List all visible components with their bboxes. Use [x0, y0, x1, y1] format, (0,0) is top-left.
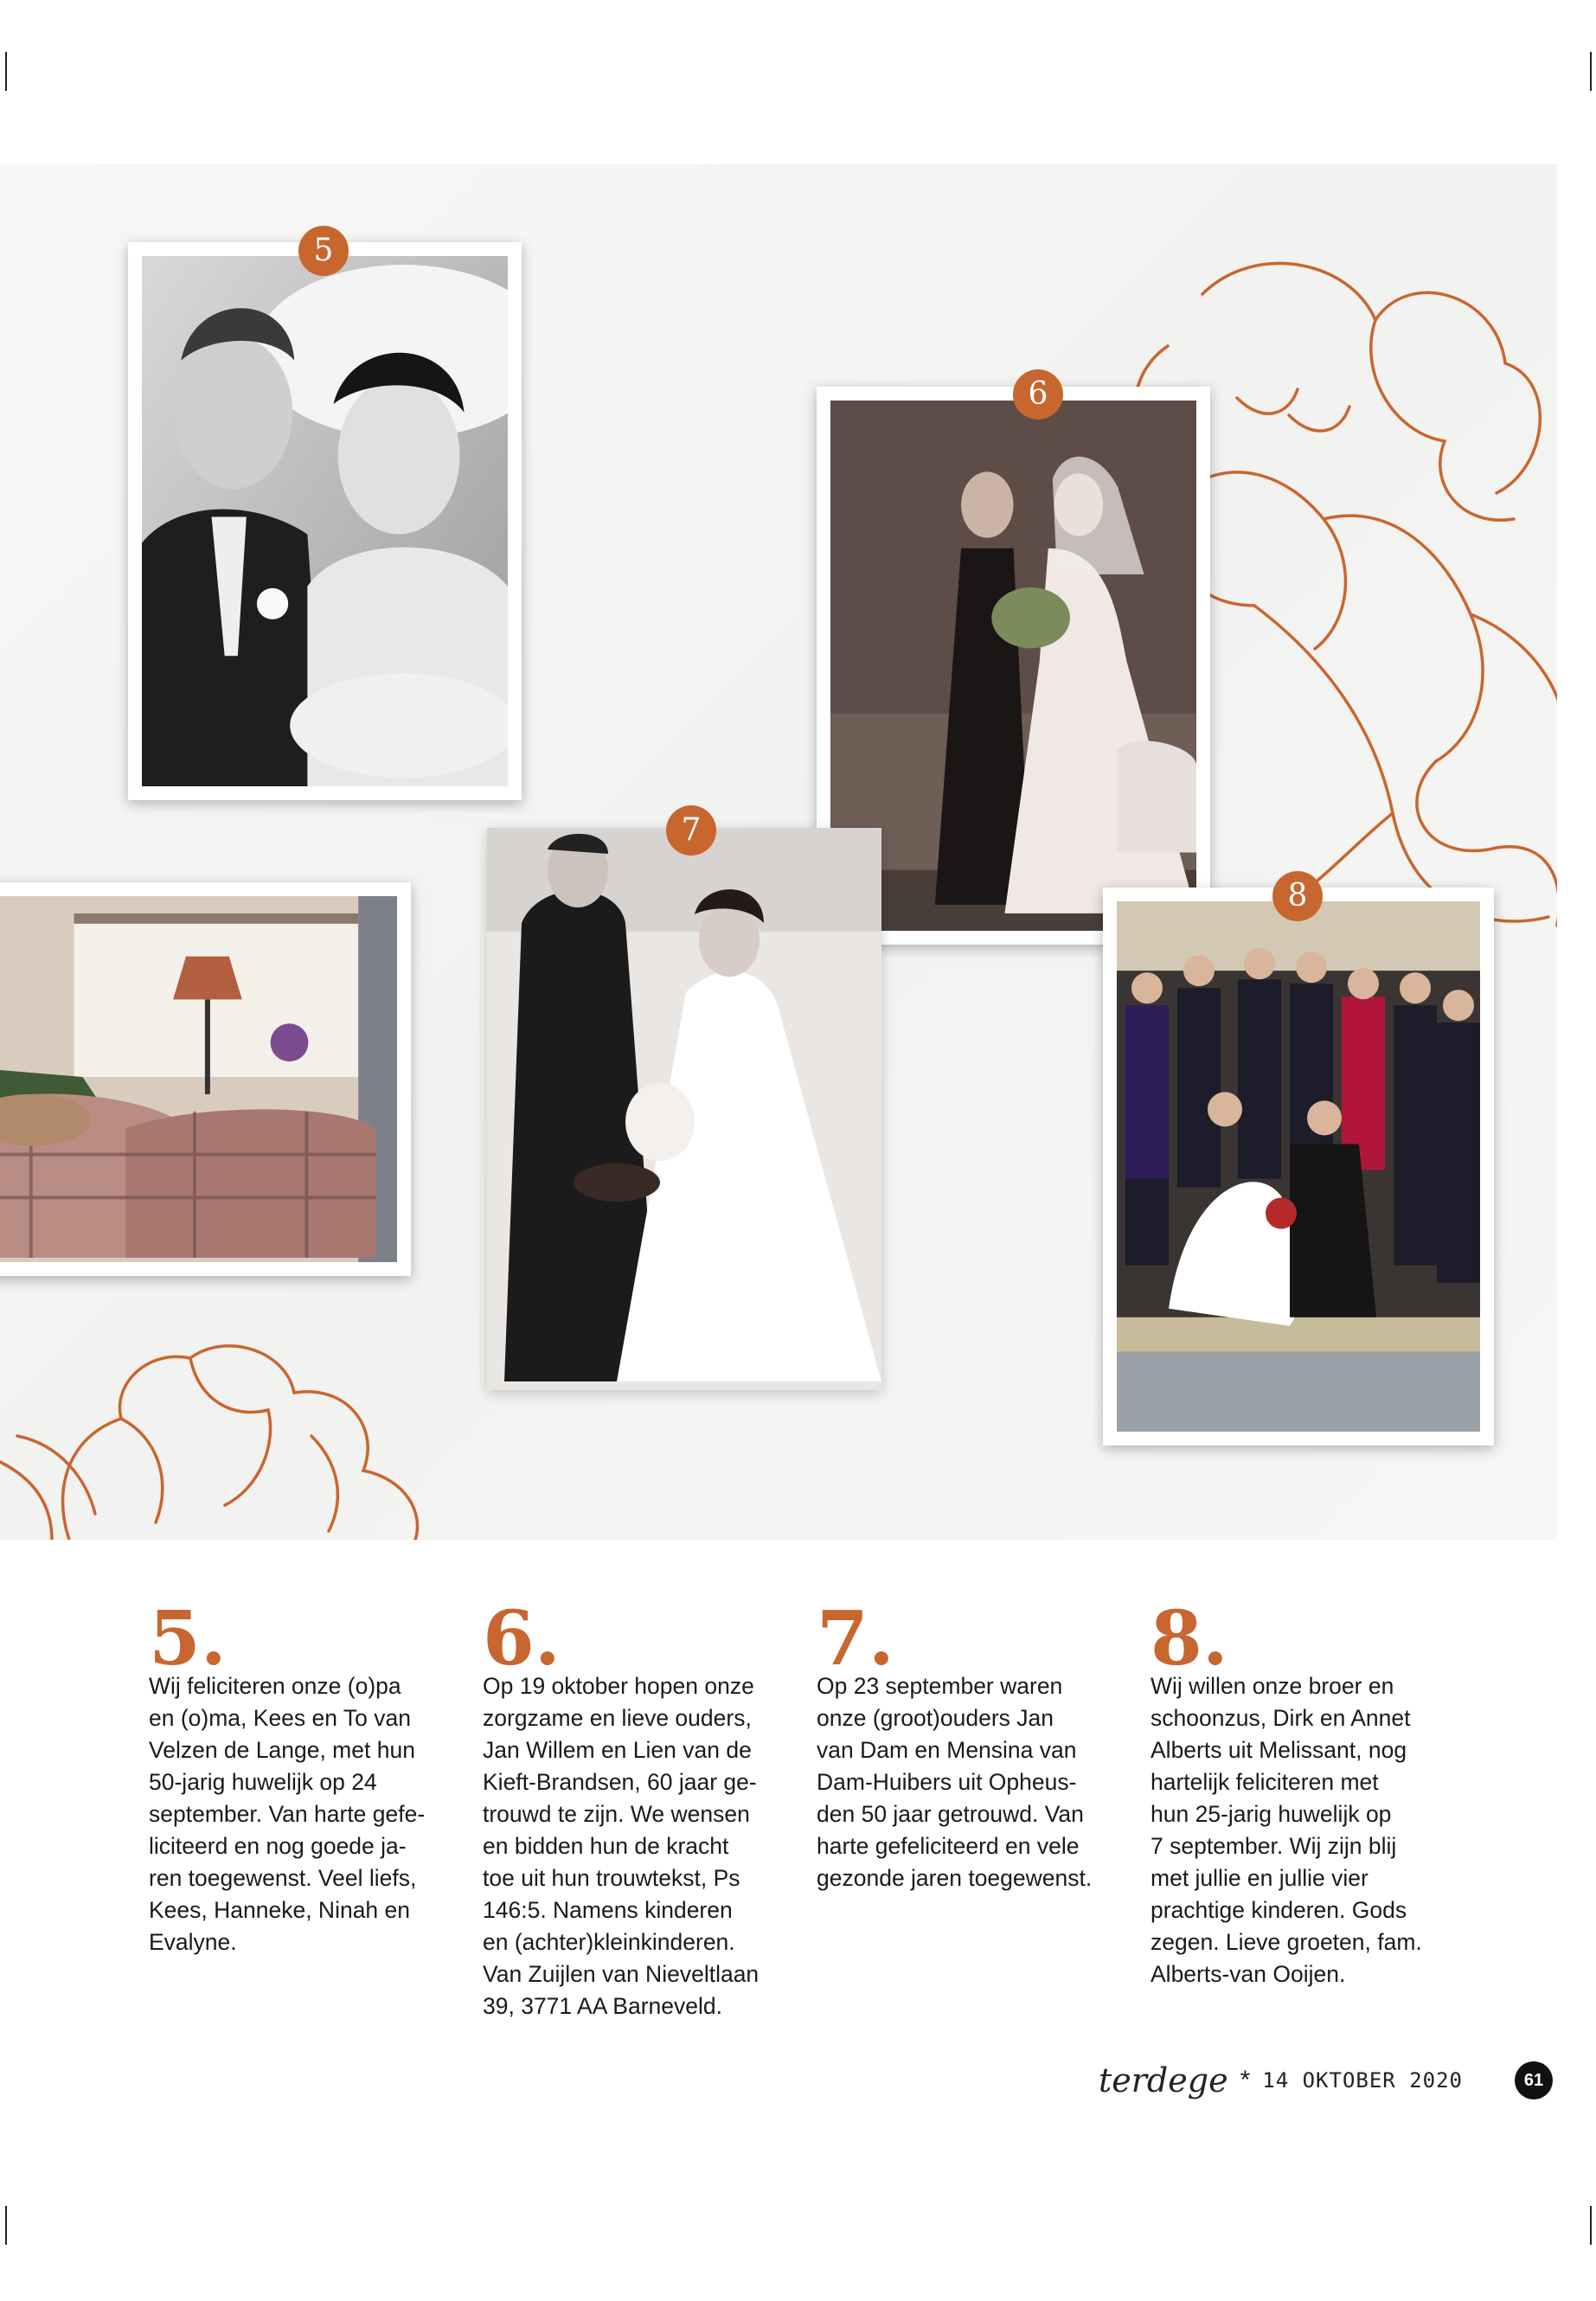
announcement-text-6: Op 19 oktober hopen onze zorgzame en lieve ouders, Jan Willem en Lien van de Kieft-Brandsen, 60 jaar ge- trouwd te zijn. We wensen en bidden hun de kracht toe uit hun trouwtekst, Ps 146:5. Namens kinderen en (achter)kleinkinderen. Van Zuijlen van Nieveltlaan 39, 3771 AA Barneveld. — [483, 1673, 760, 2019]
announcement-text-7: Op 23 september waren onze (groot)ouders Jan van Dam en Mensina van Dam-Huibers uit Opheus- den 50 jaar getrouwd. Van harte gefeliciteerd en vele gezonde jaren toegewenst. — [817, 1673, 1093, 1891]
announcement-number-8: 8. — [1151, 1595, 1228, 1682]
photo-8 — [1103, 888, 1494, 1445]
photo-badge-7: 7 — [666, 805, 716, 856]
wedding-portrait-7 — [487, 828, 881, 1390]
photo-5 — [128, 242, 522, 800]
crop-mark-top-right — [1590, 52, 1592, 91]
wedding-group-photo-8 — [1117, 901, 1480, 1432]
crop-mark-bottom-left — [5, 2206, 7, 2245]
crop-mark-top-left — [5, 52, 7, 91]
issue-date: 14 OKTOBER 2020 — [1262, 2068, 1463, 2093]
announcement-6 — [483, 1595, 790, 2022]
page-number: 61 — [1515, 2061, 1553, 2099]
flower-line-art-left — [0, 1332, 450, 1540]
announcement-5 — [149, 1595, 456, 1958]
page-footer — [1099, 2059, 1553, 2102]
living-room-image — [0, 896, 397, 1262]
photo-badge-8: 8 — [1272, 871, 1323, 921]
wedding-portrait-5 — [142, 256, 508, 786]
photo-badge-6: 6 — [1013, 369, 1063, 420]
announcement-text-5: Wij feliciteren onze (o)pa en (o)ma, Kees en To van Velzen de Lange, met hun 50-jarig huwelijk op 24 september. Van harte gefe- liciteerd en nog goede ja- ren toegewenst. Veel liefs, Kees, Hanneke, Ninah en Evalyne. — [149, 1673, 426, 1955]
photo-living-room — [0, 882, 411, 1276]
magazine-logo: terdege — [1099, 2061, 1228, 2099]
announcement-number-5: 5. — [149, 1595, 227, 1682]
announcement-number-7: 7. — [817, 1595, 894, 1682]
announcement-number-6: 6. — [483, 1595, 561, 1682]
footer-separator: * — [1240, 2066, 1251, 2094]
announcement-8 — [1151, 1595, 1458, 1990]
photo-7 — [487, 828, 881, 1390]
wedding-portrait-6 — [830, 401, 1196, 931]
crop-mark-bottom-right — [1590, 2206, 1592, 2245]
announcement-text-8: Wij willen onze broer en schoonzus, Dirk en Annet Alberts uit Melissant, nog hartelijk feliciteren met hun 25-jarig huwelijk op 7 september. Wij zijn blij met jullie en jullie vier prachtige kinderen. Gods zegen. Lieve groeten, fam. Alberts-van Ooijen. — [1151, 1673, 1422, 1987]
announcement-7 — [817, 1595, 1124, 1894]
photo-badge-5: 5 — [298, 226, 349, 276]
